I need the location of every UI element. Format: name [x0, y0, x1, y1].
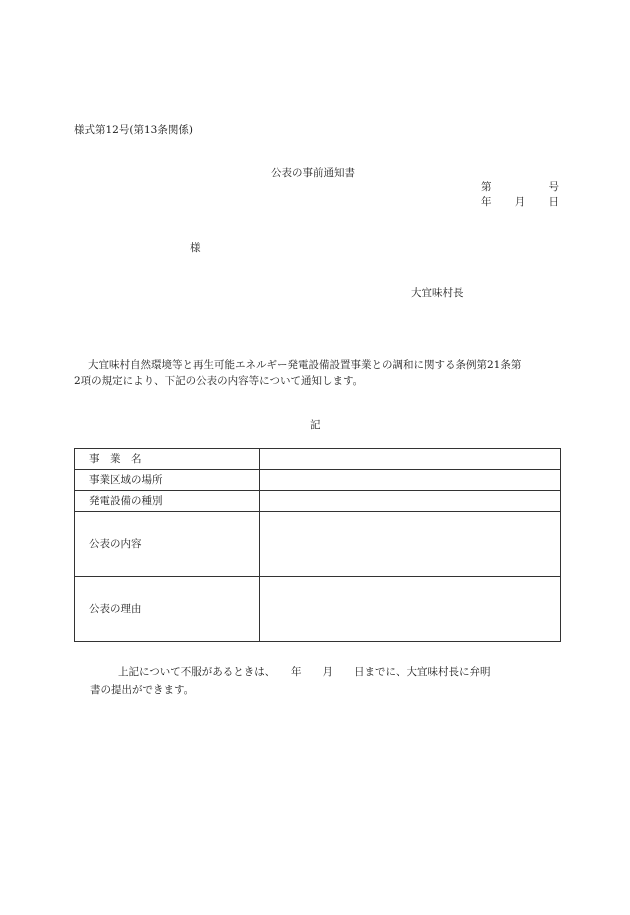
- table-row: [75, 449, 561, 470]
- date-year: 年: [481, 196, 492, 208]
- row-label-project-location: 事業区域の場所: [75, 470, 260, 491]
- row-value-project-name: [260, 449, 561, 470]
- recipient-honorific: 様: [190, 242, 201, 254]
- date-month: 月: [514, 196, 526, 208]
- table-row: [75, 491, 561, 512]
- body-line-1: 大宜味村自然環境等と再生可能エネルギー発電設備設置事業との調和に関する条例第21条第: [88, 359, 522, 371]
- document-date-line: [481, 195, 559, 209]
- row-value-publication-content: [260, 512, 561, 577]
- number-prefix: 第: [481, 181, 492, 193]
- row-value-equipment-type: [260, 491, 561, 512]
- table-row: [75, 577, 561, 642]
- body-paragraph: [74, 358, 564, 389]
- row-value-project-location: [260, 470, 561, 491]
- document-title: 公表の事前通知書: [271, 167, 355, 179]
- body-line-2: 2項の規定により、下記の公表の内容等について通知します。: [74, 374, 364, 387]
- date-day: 日: [548, 196, 559, 208]
- document-number-line: [481, 180, 559, 194]
- row-label-project-name: 事 業 名: [75, 449, 260, 470]
- row-value-publication-reason: [260, 577, 561, 642]
- note-line-1: 上記について不服があるときは、 年 月 日までに、大宜味村長に弁明: [118, 666, 491, 678]
- row-label-equipment-type: 発電設備の種別: [75, 491, 260, 512]
- ki-heading: 記: [310, 419, 321, 431]
- form-number: 様式第12号(第13条関係): [74, 124, 193, 136]
- row-label-publication-content: 公表の内容: [75, 512, 260, 577]
- notice-details-table: [74, 448, 561, 642]
- sender-name: 大宜味村長: [411, 287, 464, 299]
- row-label-publication-reason: 公表の理由: [75, 577, 260, 642]
- table-row: [75, 470, 561, 491]
- table-row: [75, 512, 561, 577]
- number-suffix: 号: [548, 181, 559, 193]
- note-line-2: 書の提出ができます。: [90, 684, 195, 696]
- objection-note: [90, 663, 550, 699]
